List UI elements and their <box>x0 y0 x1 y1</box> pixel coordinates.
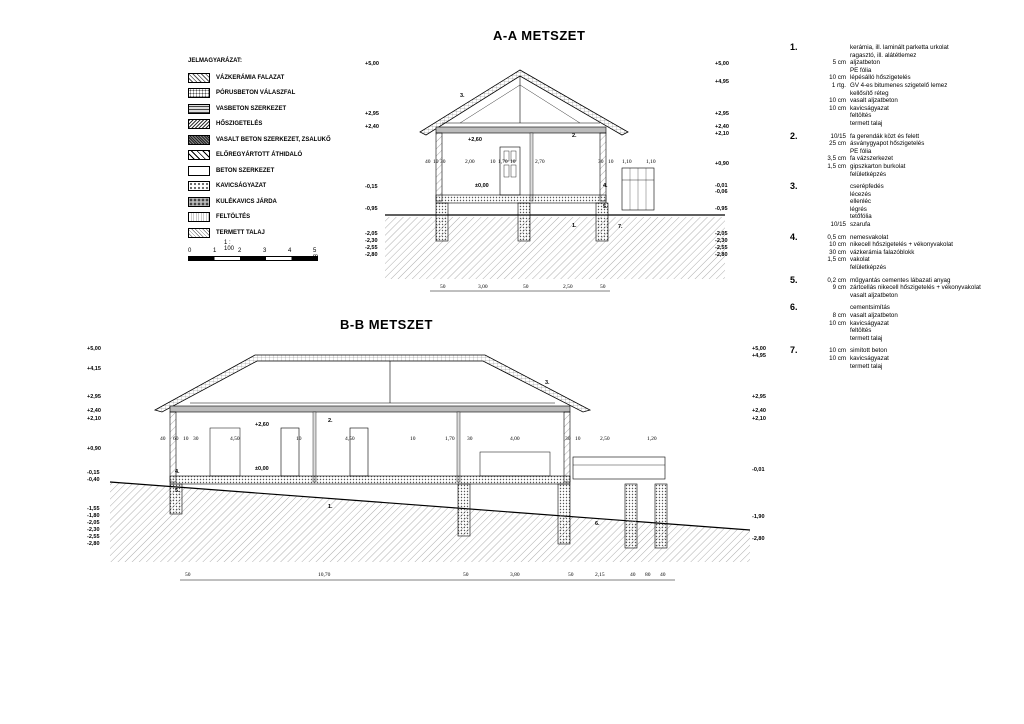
spec-number: 7. <box>790 345 798 356</box>
level-mark: -2,55 <box>715 245 728 251</box>
dimension: 30 <box>565 436 571 442</box>
spec-line <box>818 67 990 75</box>
level-mark: +2,10 <box>715 131 729 137</box>
level-mark: +0,90 <box>715 161 729 167</box>
dimension: 40 <box>160 436 166 442</box>
dimension: 1,10 <box>646 159 656 165</box>
spec-line <box>818 52 990 60</box>
spec-description: PE fólia <box>850 66 872 74</box>
level-mark: ±0,00 <box>255 466 269 472</box>
spec-line <box>818 120 990 128</box>
level-mark: +4,95 <box>752 353 766 359</box>
level-mark: -2,55 <box>365 245 378 251</box>
spec-thickness: 3,5 cm <box>827 155 846 163</box>
spec-line <box>818 213 990 221</box>
spec-description: fa gerendák közt és felett <box>850 132 920 140</box>
dimension: 30 <box>440 159 446 165</box>
section-aa-drawing <box>360 55 750 300</box>
spec-thickness <box>818 198 850 206</box>
dimension: 30 <box>598 159 604 165</box>
spec-line <box>818 221 990 229</box>
spec-number: 1. <box>790 42 798 52</box>
legend-item <box>188 163 338 179</box>
level-mark: +2,95 <box>365 111 379 117</box>
legend-swatch <box>188 119 210 129</box>
spec-line <box>818 335 990 343</box>
level-mark: +5,00 <box>715 61 729 67</box>
level-mark: +4,95 <box>715 79 729 85</box>
spec-number: 3. <box>790 181 798 192</box>
legend-label: VASALT BETON SZERKEZET, ZSALUKŐ <box>216 136 331 143</box>
dimension: 50 <box>568 572 574 578</box>
level-mark: -2,05 <box>87 520 100 526</box>
spec-line <box>818 320 990 328</box>
legend-swatch <box>188 212 210 222</box>
spec-description: felületképzés <box>850 264 887 272</box>
spec-thickness: 10 cm <box>829 241 846 249</box>
legend-item <box>188 117 338 133</box>
legend-swatch <box>188 228 210 238</box>
spec-thickness <box>818 327 850 335</box>
spec-line <box>818 355 990 363</box>
dimension: 1,70 <box>445 436 455 442</box>
level-mark: +5,00 <box>87 346 101 352</box>
spec-line <box>818 171 990 179</box>
legend-swatch <box>188 135 210 145</box>
spec-description: simított beton <box>850 347 888 355</box>
spec-thickness <box>818 67 850 75</box>
level-mark: -2,30 <box>87 527 100 533</box>
dimension: 10 <box>296 436 302 442</box>
spec-line <box>818 327 990 335</box>
bb-ground <box>110 482 750 562</box>
dimension: 10 <box>183 436 189 442</box>
legend-item <box>188 225 338 241</box>
section-marker: 4. <box>603 183 608 189</box>
legend-swatch <box>188 88 210 98</box>
spec-group <box>790 44 990 128</box>
spec-description: kellősítő réteg <box>850 89 889 97</box>
legend-label: VASBETON SZERKEZET <box>216 105 287 112</box>
spec-line <box>818 363 990 371</box>
dimension: 50 <box>463 572 469 578</box>
level-mark: +0,90 <box>87 446 101 452</box>
spec-thickness: 10 cm <box>829 104 846 112</box>
scale-tick: 3 <box>263 248 267 254</box>
spec-thickness <box>818 206 850 214</box>
level-mark: -1,90 <box>752 514 765 520</box>
spec-line <box>818 277 990 285</box>
spec-thickness: 5 cm <box>832 59 846 67</box>
spec-thickness: 10 cm <box>829 354 846 362</box>
section-marker: 2. <box>572 133 577 139</box>
legend-label: KULÉKAVICS JÁRDA <box>216 198 277 205</box>
legend-label: BETON SZERKEZET <box>216 167 275 174</box>
dimension: 1,70 <box>498 159 508 165</box>
dimension: 3,00 <box>478 284 488 290</box>
dimension: 30 <box>193 436 199 442</box>
spec-description: cserépfedés <box>850 183 884 191</box>
legend-item <box>188 132 338 148</box>
scale-tick: 0 <box>188 248 192 254</box>
spec-thickness <box>818 90 850 98</box>
spec-line <box>818 105 990 113</box>
spec-description: lécezés <box>850 190 871 198</box>
legend-label: TERMETT TALAJ <box>216 229 265 236</box>
spec-group <box>790 274 990 300</box>
level-mark: -2,30 <box>365 238 378 244</box>
spec-description: tetőfólia <box>850 213 872 221</box>
spec-thickness <box>818 120 850 128</box>
spec-description: zártcellás nikecell hőszigetelés + vékonyvakolat <box>850 284 981 292</box>
spec-group <box>790 183 990 229</box>
level-mark: -1,80 <box>87 513 100 519</box>
spec-thickness: 10 cm <box>829 97 846 105</box>
spec-number: 4. <box>790 231 798 242</box>
level-mark: +2,10 <box>87 416 101 422</box>
legend <box>188 58 338 241</box>
spec-thickness: 10/15 <box>830 221 846 229</box>
section-marker: 5. <box>175 488 180 494</box>
scale-tick: 2 <box>238 248 242 254</box>
spec-thickness: 10 cm <box>829 74 846 82</box>
spec-line <box>818 304 990 312</box>
spec-thickness: 8 cm <box>832 312 846 319</box>
spec-line <box>818 97 990 105</box>
spec-number: 6. <box>790 302 798 313</box>
scale-bar-graphic <box>188 256 318 261</box>
dimension: 50 <box>185 572 191 578</box>
layer-specification <box>790 44 990 375</box>
section-marker: 1. <box>572 223 577 229</box>
scale-label: 1 : 100 <box>224 240 235 252</box>
spec-line <box>818 249 990 257</box>
spec-line <box>818 234 990 242</box>
dimension: 2,50 <box>600 436 610 442</box>
spec-line <box>818 284 990 292</box>
spec-description: aljzatbeton <box>850 59 880 67</box>
spec-line <box>818 256 990 264</box>
spec-description: szarufa <box>850 221 871 229</box>
spec-description: cementsimítás <box>850 304 890 312</box>
spec-description: termett talaj <box>850 362 883 370</box>
spec-description: műgyantás cementes lábazati anyag <box>850 276 951 284</box>
level-mark: -0,15 <box>87 470 100 476</box>
level-mark: -2,80 <box>365 252 378 258</box>
level-mark: +2,40 <box>87 408 101 414</box>
spec-line <box>818 82 990 90</box>
spec-thickness <box>818 191 850 199</box>
spec-thickness <box>818 335 850 343</box>
spec-description: kavicságyazat <box>850 104 889 112</box>
spec-line <box>818 112 990 120</box>
spec-description: vasalt aljzatbeton <box>850 97 898 105</box>
spec-description: ellenléc <box>850 198 871 206</box>
spec-line <box>818 74 990 82</box>
spec-line <box>818 292 990 300</box>
spec-description: fa vázszerkezet <box>850 155 893 163</box>
spec-group <box>790 231 990 272</box>
spec-description: felületképzés <box>850 170 887 178</box>
section-bb-drawing <box>85 340 775 585</box>
section-marker: 7. <box>618 224 623 230</box>
dimension: 40 <box>630 572 636 578</box>
spec-thickness: 0,5 cm <box>827 233 846 241</box>
level-mark: -2,80 <box>87 541 100 547</box>
dimension: 10,70 <box>318 572 331 578</box>
spec-thickness <box>818 264 850 272</box>
spec-line <box>818 163 990 171</box>
spec-number: 2. <box>790 130 798 141</box>
level-mark: ±0,00 <box>475 183 489 189</box>
spec-thickness: 10/15 <box>830 132 846 140</box>
spec-thickness: 0,2 cm <box>827 276 846 284</box>
level-mark: +2,40 <box>365 124 379 130</box>
scale-tick: 4 <box>288 248 292 254</box>
spec-line <box>818 183 990 191</box>
spec-description: vázkerámia falazóblokk <box>850 248 915 256</box>
spec-description: feltöltés <box>850 112 872 120</box>
spec-description: kavicságyazat <box>850 354 889 362</box>
bb-roof <box>155 355 590 412</box>
spec-thickness <box>818 183 850 191</box>
legend-heading: JELMAGYARÁZAT: <box>188 58 243 64</box>
dimension: 60 <box>173 436 179 442</box>
legend-label: VÁZKERÁMIA FALAZAT <box>216 74 285 81</box>
legend-item <box>188 148 338 164</box>
spec-description: vakolat <box>850 256 870 264</box>
level-mark: -0,01 <box>752 467 765 473</box>
legend-item <box>188 70 338 86</box>
dimension: 10 <box>490 159 496 165</box>
dimension: 2,15 <box>595 572 605 578</box>
spec-description: kavicságyazat <box>850 319 889 327</box>
spec-description: lépésálló hőszigetelés <box>850 74 911 82</box>
legend-swatch <box>188 181 210 191</box>
spec-thickness: 10 cm <box>829 319 846 327</box>
spec-thickness <box>818 44 850 52</box>
legend-swatch <box>188 104 210 114</box>
spec-line <box>818 347 990 355</box>
spec-thickness <box>818 304 850 312</box>
spec-thickness: 25 cm <box>829 140 846 148</box>
dimension: 10 <box>575 436 581 442</box>
dimension: 10 <box>608 159 614 165</box>
dimension: 2,70 <box>535 159 545 165</box>
section-aa-title: A-A METSZET <box>493 28 586 43</box>
legend-label: KAVICSÁGYAZAT <box>216 183 267 190</box>
level-mark: +5,00 <box>752 346 766 352</box>
legend-swatch <box>188 73 210 83</box>
spec-line <box>818 148 990 156</box>
dimension: 3,80 <box>510 572 520 578</box>
section-marker: 3. <box>545 380 550 386</box>
spec-thickness <box>818 213 850 221</box>
legend-label: ELŐREGYÁRTOTT ÁTHIDALÓ <box>216 152 303 159</box>
legend-label: PÓRUSBETON VÁLASZFAL <box>216 90 296 97</box>
legend-item <box>188 194 338 210</box>
spec-description: gipszkarton burkolat <box>850 162 906 170</box>
spec-line <box>818 155 990 163</box>
dimension: 10 <box>510 159 516 165</box>
dimension: 1,10 <box>622 159 632 165</box>
dimension: 2,50 <box>563 284 573 290</box>
section-bb-title: B-B METSZET <box>340 317 433 332</box>
spec-description: GV 4-es bitumenes szigetelő lemez <box>850 81 948 89</box>
spec-line <box>818 241 990 249</box>
spec-description: ásványgyapot hőszigetelés <box>850 140 925 148</box>
legend-swatch <box>188 150 210 160</box>
spec-description: PE fólia <box>850 147 872 155</box>
legend-item <box>188 210 338 226</box>
spec-description: nikecell hőszigetelés + vékonyvakolat <box>850 241 954 249</box>
spec-group <box>790 130 990 179</box>
legend-label: FELTÖLTÉS <box>216 214 251 221</box>
spec-line <box>818 264 990 272</box>
dimension: 40 <box>425 159 431 165</box>
spec-thickness <box>818 171 850 179</box>
spec-line <box>818 44 990 52</box>
dimension: 4,50 <box>345 436 355 442</box>
dimension: 30 <box>467 436 473 442</box>
spec-thickness: 1,5 cm <box>827 162 846 170</box>
dimension: 4,00 <box>510 436 520 442</box>
spec-line <box>818 312 990 320</box>
spec-thickness: 1 rtg. <box>831 81 846 89</box>
spec-thickness <box>818 148 850 156</box>
level-mark: +2,40 <box>752 408 766 414</box>
spec-thickness: 1,5 cm <box>827 256 846 264</box>
spec-thickness <box>818 363 850 371</box>
level-mark: -2,80 <box>715 252 728 258</box>
level-mark: -2,05 <box>365 231 378 237</box>
legend-item <box>188 86 338 102</box>
dimension: 2,00 <box>465 159 475 165</box>
spec-thickness <box>818 292 850 300</box>
spec-number: 5. <box>790 274 798 285</box>
level-mark: -0,95 <box>365 206 378 212</box>
spec-description: légrés <box>850 205 867 213</box>
legend-swatch <box>188 197 210 207</box>
level-mark: +2,10 <box>752 416 766 422</box>
section-marker: 2. <box>328 418 333 424</box>
level-mark: -0,06 <box>715 189 728 195</box>
level-mark: -2,55 <box>87 534 100 540</box>
spec-line <box>818 59 990 67</box>
section-marker: 1. <box>328 504 333 510</box>
level-mark: -0,40 <box>87 477 100 483</box>
spec-line <box>818 90 990 98</box>
aa-door <box>500 147 520 195</box>
level-mark: -0,95 <box>715 206 728 212</box>
scale-tick: 1 <box>213 248 217 254</box>
legend-swatch <box>188 166 210 176</box>
spec-line <box>818 206 990 214</box>
legend-item <box>188 179 338 195</box>
level-mark: +2,95 <box>752 394 766 400</box>
dimension: 40 <box>660 572 666 578</box>
level-mark: +2,40 <box>715 124 729 130</box>
dimension: 50 <box>440 284 446 290</box>
level-mark: -0,15 <box>365 184 378 190</box>
level-mark: -1,55 <box>87 506 100 512</box>
spec-group <box>790 347 990 370</box>
spec-description: ragasztó, ill. alátétlemez <box>850 51 917 59</box>
dimension: 50 <box>523 284 529 290</box>
level-mark: +2,95 <box>87 394 101 400</box>
spec-group <box>790 304 990 342</box>
spec-description: vasalt aljzatbeton <box>850 291 898 299</box>
level-mark: +2,60 <box>255 422 269 428</box>
spec-thickness: 30 cm <box>829 248 846 256</box>
section-marker: 3. <box>460 93 465 99</box>
dimension: 1,20 <box>647 436 657 442</box>
spec-thickness <box>818 112 850 120</box>
level-mark: +2,60 <box>468 137 482 143</box>
dimension: 10 <box>410 436 416 442</box>
level-mark: +5,00 <box>365 61 379 67</box>
spec-description: vasalt aljzatbeton <box>850 312 898 319</box>
scale-tick: 5 <box>313 248 317 254</box>
dimension: 50 <box>600 284 606 290</box>
spec-thickness: 10 cm <box>829 347 846 355</box>
dimension: 10 <box>433 159 439 165</box>
level-mark: -2,30 <box>715 238 728 244</box>
section-marker: 6. <box>595 521 600 527</box>
spec-description: kerámia, ill. laminált parketta urkolat <box>850 44 949 51</box>
spec-line <box>818 198 990 206</box>
spec-description: nemesvakolat <box>850 233 889 241</box>
spec-line <box>818 191 990 199</box>
spec-description: feltöltés <box>850 327 872 335</box>
section-marker: 4. <box>175 469 180 475</box>
aa-roof <box>420 70 628 135</box>
spec-line <box>818 133 990 141</box>
level-mark: +4,15 <box>87 366 101 372</box>
spec-thickness: 9 cm <box>832 284 846 292</box>
level-mark: +2,95 <box>715 111 729 117</box>
section-marker: 5. <box>603 204 608 210</box>
spec-description: termett talaj <box>850 119 883 127</box>
level-mark: -2,80 <box>752 536 765 542</box>
dimension: 80 <box>645 572 651 578</box>
level-mark: -0,01 <box>715 183 728 189</box>
spec-description: termett talaj <box>850 334 883 342</box>
dimension: 4,50 <box>230 436 240 442</box>
level-mark: -2,05 <box>715 231 728 237</box>
legend-label: HŐSZIGETELÉS <box>216 121 263 128</box>
spec-line <box>818 140 990 148</box>
spec-thickness <box>818 52 850 60</box>
legend-item <box>188 101 338 117</box>
